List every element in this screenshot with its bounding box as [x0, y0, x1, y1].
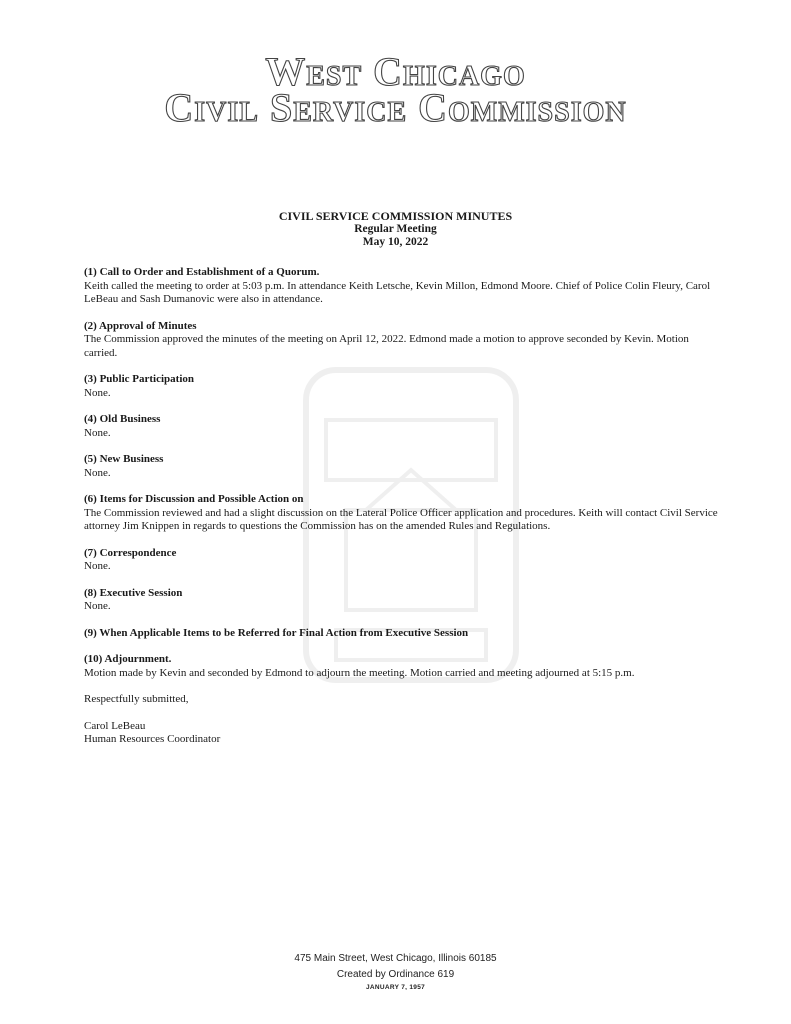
minutes-content — [84, 266, 724, 747]
closing-salutation: Respectfully submitted, — [84, 693, 189, 705]
section-heading: (6) Items for Discussion and Possible Action on — [84, 493, 304, 505]
section-items-for-discussion — [84, 493, 724, 534]
section-heading: (3) Public Participation — [84, 373, 194, 385]
footer-address: 475 Main Street, West Chicago, Illinois 60185 — [294, 953, 497, 964]
section-correspondence — [84, 547, 724, 574]
section-heading: (4) Old Business — [84, 413, 161, 425]
signer-role: Human Resources Coordinator — [84, 733, 221, 745]
footer — [0, 951, 791, 993]
section-body: None. — [84, 466, 111, 479]
section-body: None. — [84, 600, 111, 612]
section-heading: (2) Approval of Minutes — [84, 319, 197, 332]
meeting-type: Regular Meeting — [354, 223, 437, 235]
section-body: None. — [84, 386, 111, 399]
section-body: The Commission approved the minutes of the meeting on April 12, 2022. Edmond made a motion to approve seconded by Kevin. Motion carried. — [84, 333, 689, 359]
section-heading: (10) Adjournment. — [84, 653, 172, 665]
signer-name: Carol LeBeau — [84, 719, 146, 732]
footer-ordinance: Created by Ordinance 619 — [336, 969, 455, 980]
letterhead-line-2: Civil Service Commission — [164, 85, 627, 130]
section-new-business — [84, 453, 724, 480]
minutes-title-block — [0, 210, 791, 249]
section-call-to-order — [84, 266, 724, 307]
section-executive-session — [84, 587, 724, 614]
section-body: None. — [84, 426, 111, 439]
section-public-participation — [84, 373, 724, 400]
section-old-business — [84, 413, 724, 440]
section-heading: (7) Correspondence — [84, 546, 177, 559]
section-body: None. — [84, 560, 111, 572]
section-heading: (8) Executive Session — [84, 586, 183, 599]
footer-ordinance-date: JANUARY 7, 1957 — [365, 984, 426, 991]
section-final-action-items — [84, 627, 724, 641]
section-heading: (5) New Business — [84, 453, 164, 465]
section-approval-of-minutes — [84, 320, 724, 361]
section-adjournment — [84, 653, 724, 680]
letterhead-line-1: West Chicago — [265, 49, 526, 94]
section-body: The Commission reviewed and had a slight discussion on the Lateral Police Officer application and procedures. Keith will contact Civil Service attorney Jim Knippen in regards to questions the Commission has on the amended Rules and Regulations. — [84, 506, 718, 532]
section-body: Motion made by Kevin and seconded by Edmond to adjourn the meeting. Motion carried and meeting adjourned at 5:15 p.m. — [84, 666, 635, 679]
section-heading: (1) Call to Order and Establishment of a Quorum. — [84, 266, 320, 278]
meeting-date: May 10, 2022 — [362, 236, 429, 248]
minutes-heading: CIVIL SERVICE COMMISSION MINUTES — [278, 209, 513, 223]
section-body: Keith called the meeting to order at 5:03 p.m. In attendance Keith Letsche, Kevin Millon, Edmond Moore. Chief of Police Colin Fleury, Carol LeBeau and Sash Dumanovic were also in attendance. — [84, 279, 711, 305]
signature-block — [84, 720, 724, 747]
section-heading: (9) When Applicable Items to be Referred for Final Action from Executive Session — [84, 626, 469, 639]
